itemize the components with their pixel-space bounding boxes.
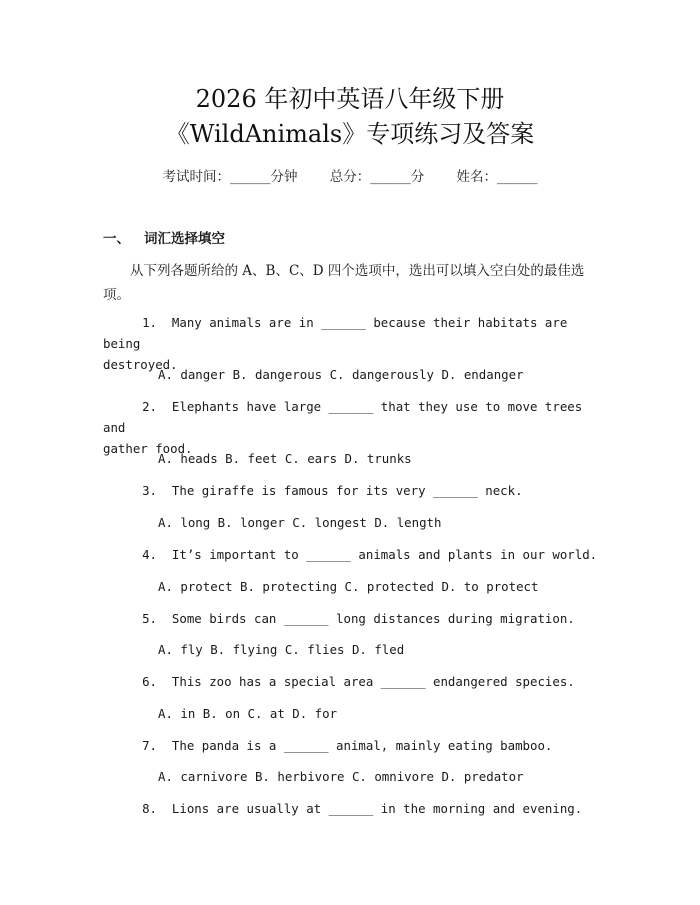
question-number: 7. — [142, 738, 157, 753]
question-number: 1. — [142, 315, 157, 330]
doc-title-line2: 《WildAnimals》专项练习及答案 — [165, 120, 535, 148]
question-3-options: A. long B. longer C. longest D. length — [158, 515, 442, 530]
student-name: 姓名：______ — [456, 169, 538, 185]
question-number: 8. — [142, 801, 157, 816]
question-5-options: A. fly B. flying C. flies D. fled — [158, 642, 405, 657]
question-7 — [103, 735, 598, 756]
question-text: Elephants have large ______ that they use to move trees and — [103, 399, 583, 435]
question-number: 5. — [142, 611, 157, 626]
question-text: The giraffe is famous for its very ______ neck. — [171, 483, 523, 498]
total-score: 总分：______分 — [329, 169, 425, 185]
question-number: 3. — [142, 483, 157, 498]
question-text-cont: gather food. — [103, 441, 193, 456]
question-2-options: A. heads B. feet C. ears D. trunks — [158, 451, 412, 466]
question-text: This zoo has a special area ______ endangered species. — [171, 674, 575, 689]
question-8 — [103, 798, 598, 819]
question-6-options: A. in B. on C. at D. for — [158, 706, 338, 721]
doc-title-line1: 2026 年初中英语八年级下册 — [195, 85, 505, 113]
question-text: Lions are usually at ______ in the morning and evening. — [171, 801, 583, 816]
question-3 — [103, 480, 598, 501]
question-number: 4. — [142, 547, 157, 562]
section-number: 一、 — [103, 231, 130, 247]
question-number: 6. — [142, 674, 157, 689]
question-1-options: A. danger B. dangerous C. dangerously D. endanger — [158, 367, 524, 382]
exam-meta — [0, 167, 700, 187]
question-7-options: A. carnivore B. herbivore C. omnivore D. predator — [158, 769, 524, 784]
question-6 — [103, 671, 598, 692]
exam-time: 考试时间：______分钟 — [162, 169, 298, 185]
question-text: The panda is a ______ animal, mainly eating bamboo. — [171, 738, 553, 753]
question-text-cont: destroyed. — [103, 357, 178, 372]
question-4 — [103, 544, 598, 565]
question-text: Many animals are in ______ because their habitats are being — [103, 315, 568, 351]
section-heading — [103, 229, 225, 249]
question-4-options: A. protect B. protecting C. protected D. to protect — [158, 579, 539, 594]
question-text: It’s important to ______ animals and plants in our world. — [171, 547, 598, 562]
question-number: 2. — [142, 399, 157, 414]
section-title: 词汇选择填空 — [144, 231, 225, 247]
question-5 — [103, 608, 598, 629]
section-instruction: 从下列各题所给的 A、B、C、D 四个选项中，选出可以填入空白处的最佳选项。 — [103, 263, 585, 303]
question-text: Some birds can ______ long distances during migration. — [171, 611, 575, 626]
